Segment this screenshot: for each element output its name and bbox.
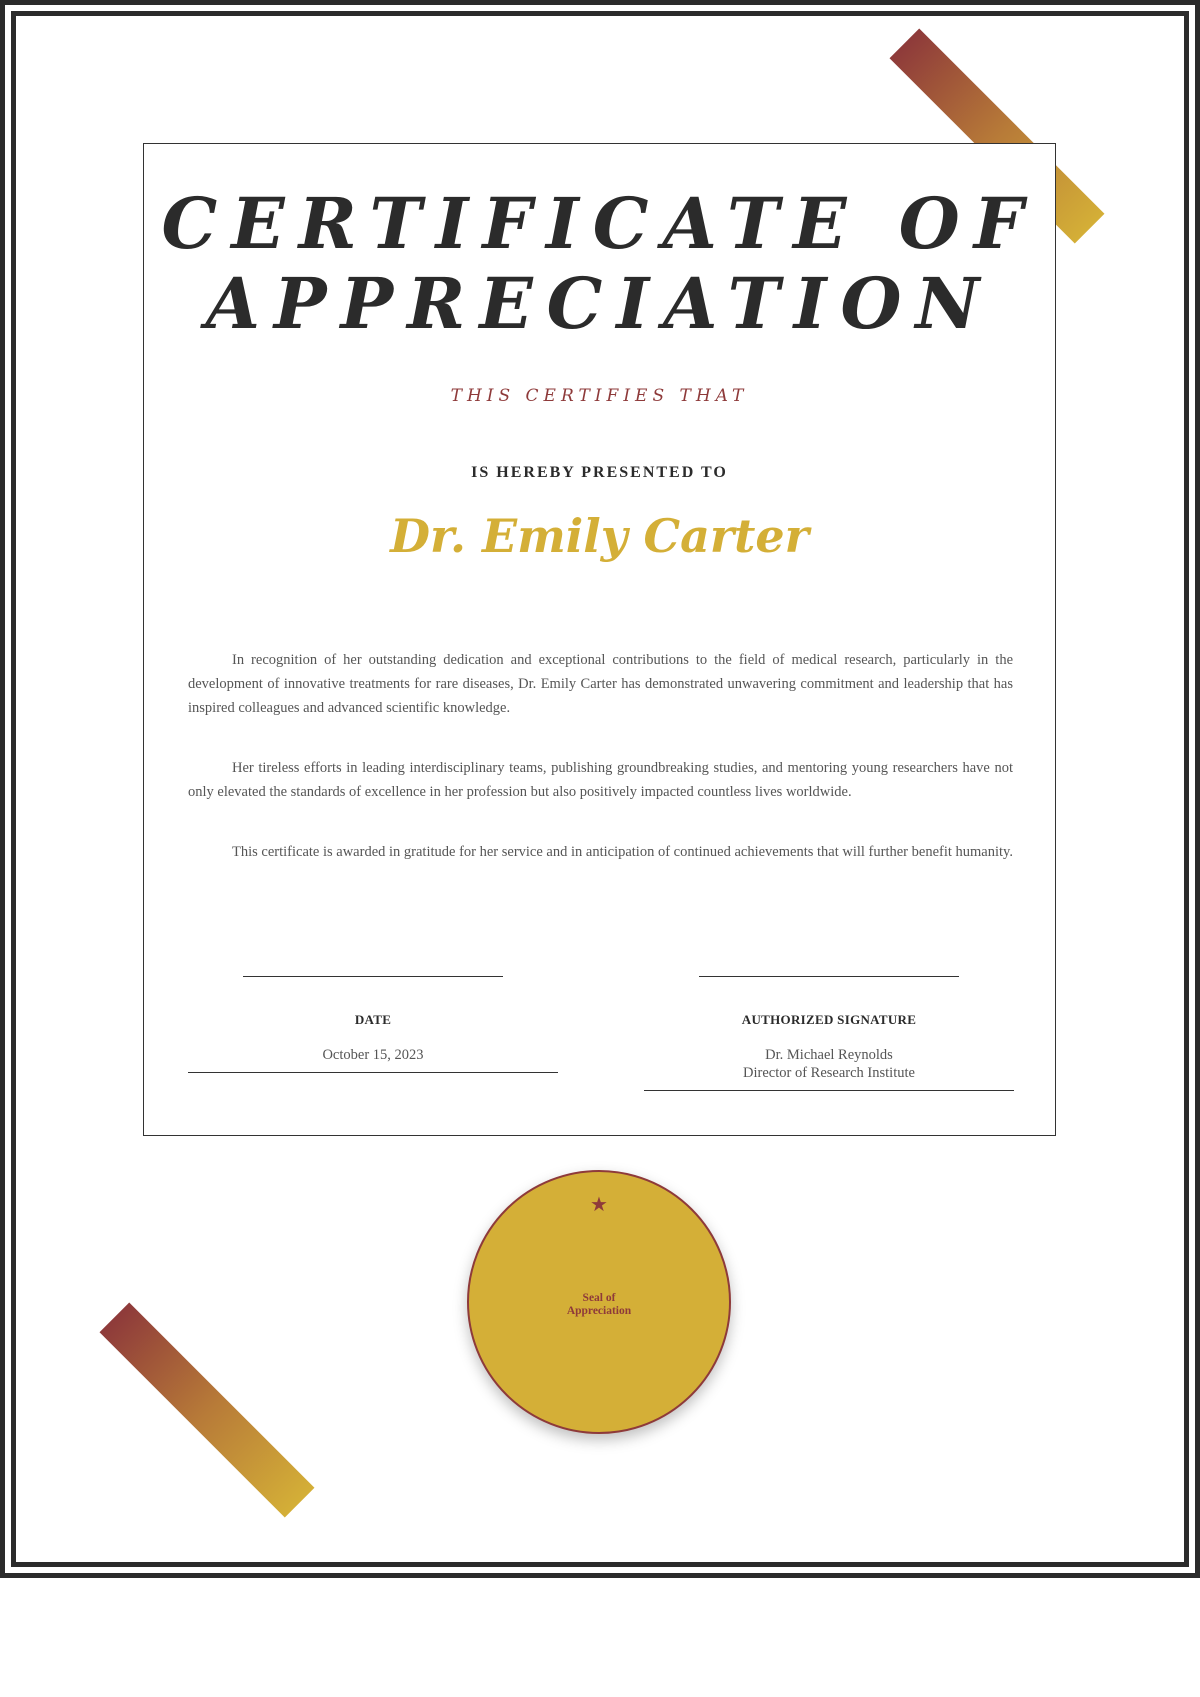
seal-text-line-2: Appreciation — [566, 1305, 632, 1317]
date-value: October 15, 2023 — [322, 1047, 424, 1063]
date-label: DATE — [354, 1012, 392, 1027]
date-underline — [188, 1072, 558, 1073]
citation-paragraph-1: In recognition of her outstanding dedication and exceptional contributions to the field of medical research, particularly in the development of innovative treatments for rare diseases, Dr. Emily Carter has demonstrated unwavering commitment and leadership that has inspired colleagues and advanced scientific knowledge. — [188, 652, 1013, 716]
signer-title: Director of Research Institute — [743, 1065, 915, 1081]
citation-paragraph-2: Her tireless efforts in leading interdisciplinary teams, publishing groundbreaking studies, and mentoring young researchers have not only elevated the standards of excellence in her profession but also positively impacted countless lives worldwide. — [188, 760, 1013, 800]
certificate-panel — [143, 143, 1056, 1136]
seal-text — [469, 1292, 729, 1318]
signer-name: Dr. Michael Reynolds — [765, 1047, 893, 1063]
authorized-signature-line — [699, 976, 959, 977]
certificate-title: CERTIFICATE OF APPRECIATION — [161, 182, 1038, 345]
citation-paragraph-3: This certificate is awarded in gratitude for her service and in anticipation of continued achievements that will further benefit humanity. — [232, 844, 1013, 860]
seal-of-appreciation — [467, 1170, 731, 1434]
date-signature-line — [243, 976, 503, 977]
presented-to-label: IS HEREBY PRESENTED TO — [471, 464, 728, 481]
signer-details — [644, 1046, 1014, 1082]
signature-block — [644, 976, 1014, 1091]
authorized-signature-label: AUTHORIZED SIGNATURE — [741, 1012, 917, 1027]
recipient-name: Dr. Emily Carter — [390, 509, 809, 563]
seal-text-line-1: Seal of — [582, 1292, 616, 1304]
certifies-subtitle: THIS CERTIFIES THAT — [450, 386, 749, 406]
signature-underline — [644, 1090, 1014, 1091]
date-block — [188, 976, 558, 1073]
star-icon: ★ — [590, 1192, 608, 1216]
